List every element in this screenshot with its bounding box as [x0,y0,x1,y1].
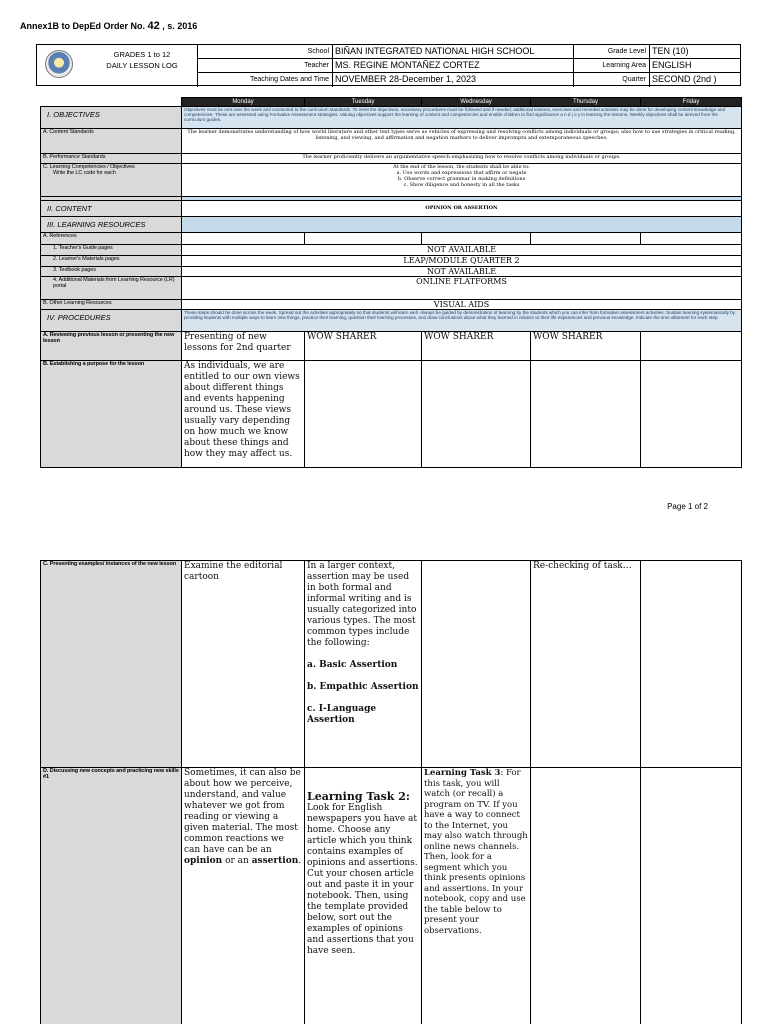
assertion-intro: In a larger context, assertion may be used in both formal and informal writing and is usually categorized into various types. The most common types include the following: [307,561,417,648]
assertion-type: c. I-Language Assertion [307,704,377,725]
learning-task-2-text: Look for English newspapers you have at home. Choose any article which you think contains examples of opinions and assertions. Cut your chosen article out and paste it in your notebook. Then, using the template provided below, sort out the examples of opinions and assertions that you have seen. [307,803,418,956]
procedure-b-thursday [531,361,641,468]
header-title [87,49,197,71]
procedure-d-wednesday [422,768,531,1024]
procedures-heading: IV. PROCEDURES [41,310,182,332]
competencies-value [182,164,742,197]
lesson-log-table-page1 [40,97,742,468]
procedure-a-thursday: WOW SHARER [531,332,641,361]
content-standards-value: The learner demonstrates understanding of how world literature and other text types serve as vehicles of expressing and resolving conflicts among individuals or groups; also how to use strategies in critical reading, listening, and viewing, and affirmation and negation markers to deliver impromptu and extemporaneous speeches. [182,129,742,154]
learners-materials-value: LEAP/MODULE QUARTER 2 [182,256,742,267]
procedure-b-friday [641,361,742,468]
lesson-log-header [36,44,741,86]
dates-value: NOVEMBER 28-December 1, 2023 [332,73,573,87]
day-header: Friday [641,98,742,107]
quarter-value: SECOND (2nd ) [649,73,741,87]
d-monday-text: . [298,856,302,866]
content-standards-label: A. Content Standards [41,129,182,154]
teachers-guide-value: NOT AVAILABLE [182,245,742,256]
assertion-type: b. Empathic Assertion [307,682,419,692]
learning-task-3-title: Learning Task 3 [424,768,501,778]
procedure-b-tuesday [305,361,422,468]
procedure-d-friday [641,768,742,1024]
quarter-label: Quarter [573,73,649,87]
annex-number: 42 [147,20,160,32]
grade-level-value: TEN (10) [649,45,741,59]
procedure-a-friday [641,332,742,361]
teachers-guide-label: 1. Teacher's Guide pages [41,245,182,256]
annex-reference [20,20,197,32]
deped-seal-icon [45,50,73,78]
assertion-type: a. Basic Assertion [307,660,398,670]
procedure-d-tuesday [305,768,422,1024]
additional-materials-label: 4. Additional Materials from Learning Resource (LR) portal [41,277,182,300]
lesson-log-table-page2 [40,560,742,1024]
teacher-label: Teacher [197,59,332,73]
d-monday-bold-assertion: assertion [251,856,299,866]
school-label: School [197,45,332,59]
grades-label: GRADES 1 to 12 [113,50,171,59]
log-title: DAILY LESSON LOG [106,61,178,70]
day-header: Wednesday [422,98,531,107]
day-header: Monday [182,98,305,107]
procedure-c-tuesday [305,561,422,768]
competencies-sub: Write the LC code for each [53,170,116,176]
resources-heading: III. LEARNING RESOURCES [41,217,182,233]
competency-line: a. Use words and expressions that affirm or negate [396,170,527,176]
performance-standards-value: The learner proficiently delivers an argumentative speech emphasizing how to resolve conflicts among individuals or groups. [182,154,742,164]
objectives-heading: I. OBJECTIVES [41,107,182,129]
learning-task-2-title: Learning Task 2: [307,790,410,803]
learning-task-3-text: : For this task, you will watch (or recall) a program on TV. If you have a way to connect to the Internet, you may also watch through online news channels. Then, look for a segment which you think presents opinions and assertions. In your notebook, copy and use the table below to present your observations. [424,768,528,936]
textbook-pages-label: 3. Textbook pages [41,267,182,277]
competency-line: At the end of the lesson, the students shall be able to: [393,164,530,170]
procedure-c-thursday: Re-checking of task… [531,561,641,768]
dates-label: Teaching Dates and Time [197,73,332,87]
procedure-d-monday [182,768,305,1024]
school-value: BIÑAN INTEGRATED NATIONAL HIGH SCHOOL [332,45,573,59]
other-resources-value: VISUAL AIDS [182,300,742,310]
learning-area-label: Learning Area [573,59,649,73]
annex-suffix: , s. 2016 [159,21,198,31]
competency-line: c. Show diligence and honesty in all the tasks [403,182,520,188]
procedure-b-monday: As individuals, we are entitled to our own views about different things and events happening around us. These views usually vary depending on how much we know about these things and how they may affect us. [182,361,305,468]
procedure-b-wednesday [422,361,531,468]
day-header: Tuesday [305,98,422,107]
additional-materials-value: ONLINE FLATFORMS [182,277,742,300]
d-monday-bold-opinion: opinion [184,856,223,866]
procedure-a-wednesday: WOW SHARER [422,332,531,361]
procedure-a-monday: Presenting of new lessons for 2nd quarter [182,332,305,361]
performance-standards-label: B. Performance Standards [41,154,182,164]
grade-level-label: Grade Level [573,45,649,59]
procedure-c-monday: Examine the editorial cartoon [182,561,305,768]
objectives-note: Objectives must be met over the week and connected to the curriculum standards. To meet the objectives, necessary procedures must be followed and if needed, additional lessons, exercises and remedial activities may be done for developing content knowledge and competencies. These are assessed using Formative Assessment strategies. Valuing objectives support the learning of content and competencies and enable children to find significance a n d j o y in learning the lessons. Weekly objectives shall be derived from the curriculum guides. [182,107,742,129]
competencies-label [41,164,182,197]
teacher-value: MS. REGINE MONTAÑEZ CORTEZ [332,59,573,73]
content-heading: II. CONTENT [41,201,182,217]
textbook-pages-value: NOT AVAILABLE [182,267,742,277]
references-label: A. References [41,233,182,245]
d-monday-text: Sometimes, it can also be about how we perceive, understand, and value whatever we got from reading or viewing a given material. The most common reactions we can have can be an [184,768,301,855]
page-number: Page 1 of 2 [667,502,708,511]
procedures-note: These steps should be done across the week. Spread out the activities appropriately so that students will learn well. Always be guided by demonstration of learning by the students which you can infer from formative assessment activities. Sustain learning systematically by providing students with multiple ways to learn new things, practice their learning, question their learning processes, and draw conclusions about what they learned in relation to their life experiences and previous knowledge. Indicate the time allotment for each step. [182,310,742,332]
content-value: OPINION OR ASSERTION [182,201,742,217]
learning-area-value: ENGLISH [649,59,741,73]
competencies-title: C. Learning Competencies / Objectives [43,164,135,170]
procedure-c-label: C. Presenting examples/ instances of the new lesson [41,561,182,768]
other-resources-label: B. Other Learning Resources [41,300,182,310]
procedure-d-thursday [531,768,641,1024]
procedure-a-label: A. Reviewing previous lesson or presenting the new lesson [41,332,182,361]
annex-prefix: Annex1B to DepEd Order No. [20,21,148,31]
procedure-a-tuesday: WOW SHARER [305,332,422,361]
learners-materials-label: 2. Learner's Materials pages [41,256,182,267]
procedure-c-friday [641,561,742,768]
procedure-b-label: B. Establishing a purpose for the lesson [41,361,182,468]
day-header: Thursday [531,98,641,107]
procedure-d-label: D. Discussing new concepts and practicing new skills #1 [41,768,182,1024]
procedure-c-wednesday [422,561,531,768]
d-monday-text: or an [222,856,252,866]
competency-line: b. Observe correct grammar in making definitions [397,176,526,182]
